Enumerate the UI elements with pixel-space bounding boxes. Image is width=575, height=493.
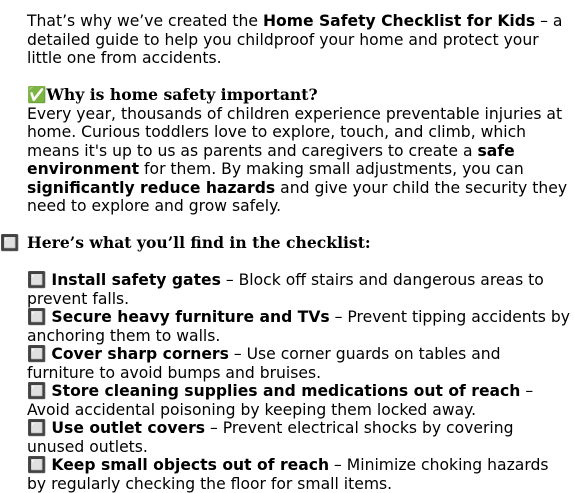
list-item-text: – Minimize choking hazards by regularly checking the floor for small items. bbox=[27, 456, 549, 493]
spacer bbox=[27, 253, 572, 272]
checkbox-icon: 🔲 bbox=[27, 382, 47, 400]
list-item bbox=[27, 382, 572, 419]
list-item-title: Cover sharp corners bbox=[51, 345, 229, 363]
list-item bbox=[27, 308, 572, 345]
checklist-heading-text: Here’s what you’ll find in the checklist: bbox=[27, 233, 371, 252]
list-item-text: – Use corner guards on tables and furniture to avoid bumps and bruises. bbox=[27, 345, 501, 382]
list-item bbox=[27, 456, 572, 493]
spacer bbox=[27, 68, 572, 87]
list-item-title: Keep small objects out of reach bbox=[51, 456, 330, 474]
checklist-title: Home Safety Checklist for Kids bbox=[262, 12, 536, 30]
spacer bbox=[27, 216, 572, 235]
list-item-title: Use outlet covers bbox=[51, 419, 206, 437]
list-item-text: – Prevent tipping accidents by anchoring them to walls. bbox=[27, 308, 571, 345]
why-heading bbox=[27, 86, 572, 105]
check-mark-icon: ✅ bbox=[27, 86, 47, 104]
article-body bbox=[0, 12, 572, 493]
why-bold-1: safe environment bbox=[27, 141, 515, 178]
list-item bbox=[27, 271, 572, 308]
checkbox-icon: 🔲 bbox=[27, 419, 47, 437]
checkbox-icon: 🔲 bbox=[27, 345, 47, 363]
why-paragraph bbox=[27, 105, 572, 216]
why-text-3: and give your child the security they need to explore and grow safely. bbox=[27, 178, 568, 215]
checklist-heading bbox=[0, 234, 545, 253]
list-item-title: Secure heavy furniture and TVs bbox=[51, 308, 330, 326]
checkbox-icon: 🔲 bbox=[27, 271, 47, 289]
checkbox-icon: 🔲 bbox=[0, 234, 20, 252]
why-text-2: for them. By making small adjustments, you can bbox=[139, 160, 524, 178]
checkbox-icon: 🔲 bbox=[27, 308, 47, 326]
checkbox-icon: 🔲 bbox=[27, 456, 47, 474]
list-item-title: Store cleaning supplies and medications out of reach bbox=[51, 382, 521, 400]
why-heading-text: Why is home safety important? bbox=[46, 85, 318, 104]
why-bold-2: significantly reduce hazards bbox=[27, 178, 276, 197]
list-item bbox=[27, 419, 572, 456]
list-item-text: – Block off stairs and dangerous areas to prevent falls. bbox=[27, 271, 544, 308]
list-item-title: Install safety gates bbox=[51, 271, 221, 289]
list-item-text: – Prevent electrical shocks by covering unused outlets. bbox=[27, 419, 514, 456]
list-item bbox=[27, 345, 572, 382]
intro-paragraph bbox=[27, 12, 572, 68]
intro-text-after: – a detailed guide to help you childproof your home and protect your little one from accidents. bbox=[27, 12, 563, 67]
intro-text-before: That’s why we’ve created the bbox=[27, 12, 263, 30]
list-item-text: – Avoid accidental poisoning by keeping them locked away. bbox=[27, 382, 534, 419]
why-text-1: Every year, thousands of children experience preventable injuries at home. Curious toddlers love to explore, touch, and climb, which means it's up to us as parents and caregivers to create a bbox=[27, 104, 563, 160]
